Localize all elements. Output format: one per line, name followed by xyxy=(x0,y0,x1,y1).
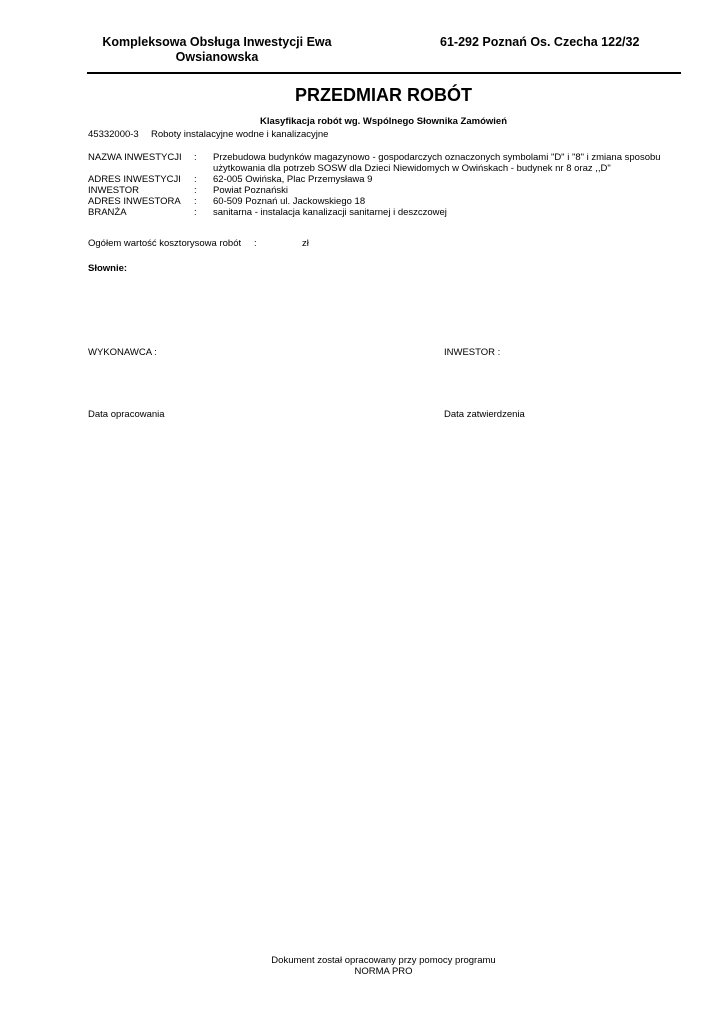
header-divider xyxy=(87,72,681,74)
investor-address-label: ADRES INWESTORA xyxy=(88,196,181,207)
total-value-label: Ogółem wartość kosztorysowa robót xyxy=(88,238,242,249)
total-value-colon: : xyxy=(254,238,257,249)
investor-address: 60-509 Poznań ul. Jackowskiego 18 xyxy=(213,196,366,207)
branch-value: sanitarna - instalacja kanalizacji sanitarnej i deszczowej xyxy=(213,207,447,218)
info-colon: : xyxy=(194,207,197,218)
total-value-currency: zł xyxy=(302,238,309,249)
approval-date-label: Data zatwierdzenia xyxy=(444,409,525,420)
info-colon: : xyxy=(194,185,197,196)
info-colon: : xyxy=(194,174,197,185)
investment-name-line2: użytkowania dla potrzeb SOSW dla Dzieci Niewidomych w Owińskach - budynek nr 8 oraz ,,D" xyxy=(213,163,611,174)
company-address: 61-292 Poznań Os. Czecha 122/32 xyxy=(440,35,640,49)
investment-name-label: NAZWA INWESTYCJI xyxy=(88,152,182,163)
info-colon: : xyxy=(194,196,197,207)
investor-label: INWESTOR xyxy=(88,185,140,196)
branch-label: BRANŻA xyxy=(88,207,127,218)
footer-line1: Dokument został opracowany przy pomocy programu xyxy=(271,955,496,966)
company-name xyxy=(88,35,346,65)
prepared-date-label: Data opracowania xyxy=(88,409,165,420)
investor-name: Powiat Poznański xyxy=(213,185,288,196)
cpv-code: 45332000-3 xyxy=(88,129,139,140)
investor-signature-label: INWESTOR : xyxy=(444,347,501,358)
footer-line2: NORMA PRO xyxy=(354,966,413,977)
classification-heading: Klasyfikacja robót wg. Wspólnego Słownika Zamówień xyxy=(259,116,508,127)
document-title: PRZEDMIAR ROBÓT xyxy=(295,85,472,105)
info-colon: : xyxy=(194,152,197,163)
in-words-label: Słownie: xyxy=(88,263,128,274)
company-name-line2: Owsianowska xyxy=(175,50,259,64)
investment-address: 62-005 Owińska, Plac Przemysława 9 xyxy=(213,174,373,185)
contractor-label: WYKONAWCA : xyxy=(88,347,157,358)
investment-address-label: ADRES INWESTYCJI xyxy=(88,174,181,185)
cpv-description: Roboty instalacyjne wodne i kanalizacyjne xyxy=(151,129,329,140)
company-name-line1: Kompleksowa Obsługa Inwestycji Ewa xyxy=(102,35,332,49)
investment-name-line1: Przebudowa budynków magazynowo - gospodarczych oznaczonych symbolami "D" i "8" i zmiana sposobu xyxy=(213,152,661,163)
